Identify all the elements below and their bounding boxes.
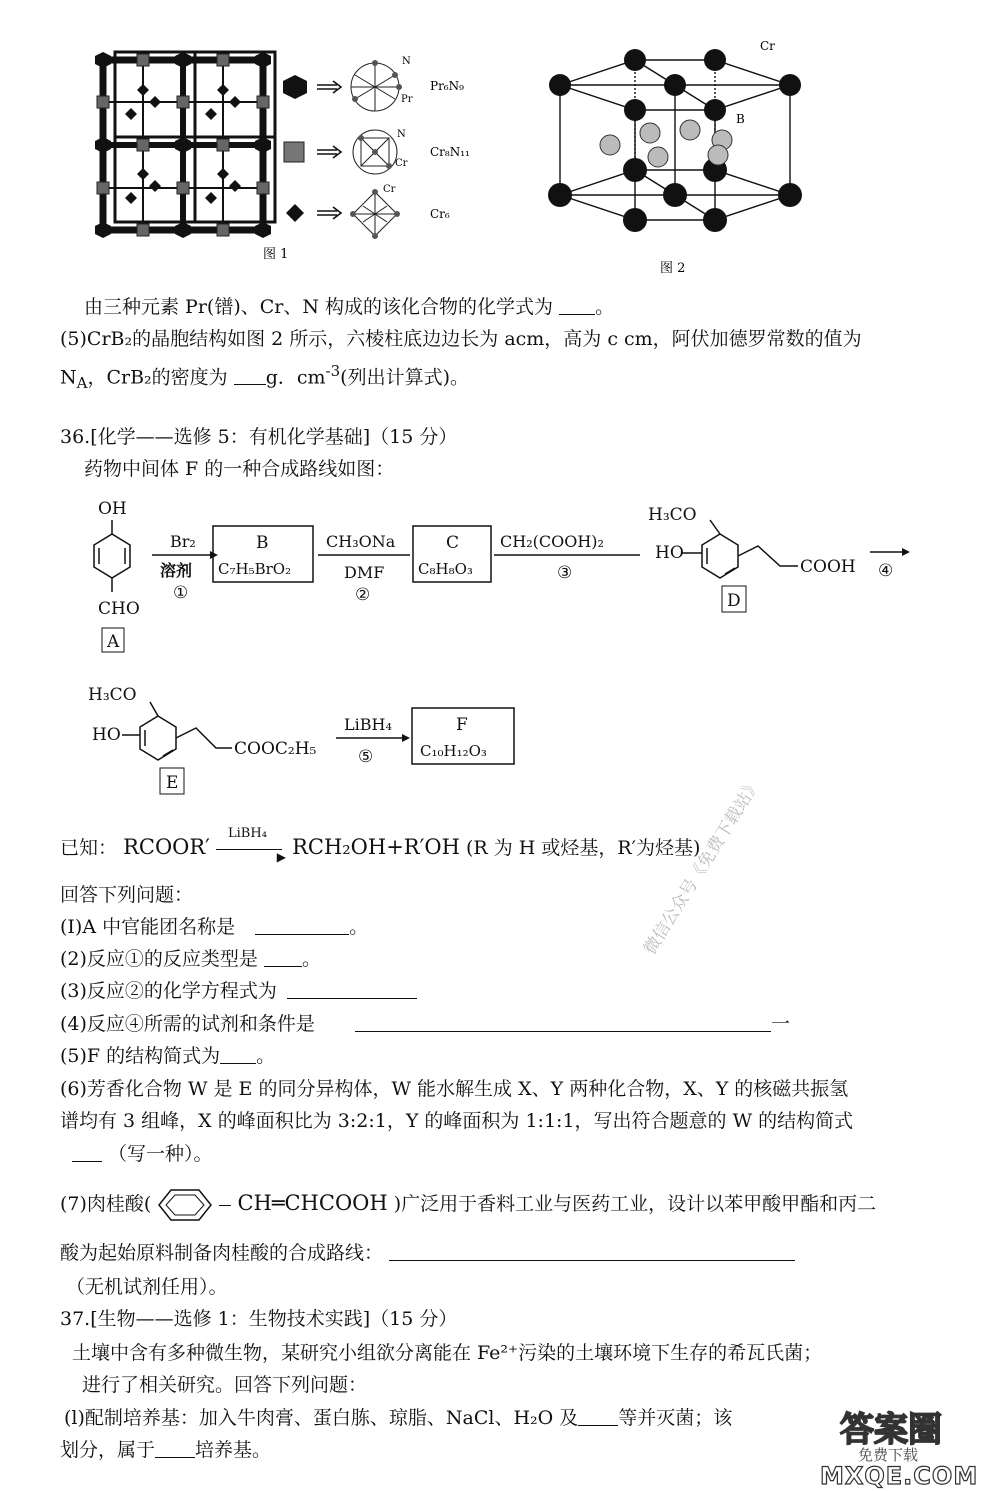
q36-part2 [60, 946, 321, 972]
watermark-text: 微信公众号《免费下载站》 [640, 774, 766, 959]
answer-blank[interactable] [255, 916, 349, 935]
figure-2-hexagonal-prism [540, 35, 820, 280]
answer-blank[interactable] [578, 1407, 618, 1426]
q37-line1: 土壤中含有多种微生物，某研究小组欲分离能在 Fe²⁺污染的土壤环境下生存的希瓦氏菌； [72, 1342, 823, 1364]
q37-line4-text: 划分，属于 [60, 1439, 156, 1461]
a-label: A [107, 632, 120, 652]
synthesis-scheme [80, 490, 940, 810]
fig1-formula-2: Cr₈N₁₁ [430, 145, 470, 159]
legend-arrows [317, 81, 341, 219]
fig1-formula-3: Cr₆ [430, 207, 450, 221]
f-formula: C₁₀H₁₂O₃ [420, 742, 487, 760]
fig1-atom-label: Cr [395, 158, 408, 169]
corner-logo [812, 1398, 992, 1488]
answer-blank[interactable] [559, 296, 595, 315]
q37-line3-end: 等并灭菌；该 [618, 1407, 733, 1429]
known-prefix: 已知： [60, 837, 118, 859]
fig2-caption: 图 2 [660, 261, 686, 276]
e-methoxy: H₃CO [88, 685, 137, 705]
b-name: B [256, 533, 269, 553]
known-reaction [60, 826, 701, 864]
e-label: E [166, 773, 179, 793]
q36-part1 [60, 914, 368, 940]
fig2-cr-label: Cr [760, 39, 775, 53]
e-structure [122, 702, 232, 760]
r1-number: ① [173, 583, 189, 603]
fig1-caption: 图 1 [263, 247, 289, 262]
r4-number: ④ [878, 561, 894, 581]
q36-part3 [60, 978, 417, 1004]
fig1-atom-label: N [402, 56, 411, 67]
cinnamic-acid-structure: CH═CHCOOH [237, 1191, 388, 1215]
answer-blank[interactable] [72, 1143, 102, 1162]
a-oh: OH [98, 499, 127, 519]
benzene-ring-icon [157, 1188, 213, 1222]
q35-part5-line2 [60, 358, 469, 396]
c-name: C [446, 533, 460, 553]
punct: 。 [301, 948, 321, 970]
na-text: N [60, 366, 77, 389]
r1-solvent: 溶剂 [160, 561, 193, 580]
known-reagent: LiBH₄ [228, 826, 267, 841]
known-reactant: RCOOR′ [123, 835, 210, 859]
density-text: ，CrB₂的密度为 [87, 366, 228, 389]
legend-diamond-icon [286, 204, 304, 222]
known-note: (R 为 H 或烃基，R′为烃基) [465, 837, 701, 859]
q37-line4-end: 培养基。 [195, 1439, 272, 1461]
b-formula: C₇H₅BrO₂ [218, 560, 292, 578]
e-ester: COOC₂H₅ [234, 739, 317, 759]
q3-text: (3)反应②的化学方程式为 [60, 980, 277, 1002]
answer-blank[interactable] [389, 1242, 795, 1261]
q5-text: (5)F 的结构简式为 [60, 1045, 221, 1067]
d-label: D [727, 591, 741, 611]
punct: 。 [256, 1045, 276, 1067]
q37-line4 [60, 1437, 271, 1463]
q36-part6-line2: 谱均有 3 组峰，X 的峰面积比为 3:2:1，Y 的峰面积为 1:1:1，写出符合题意的 W 的结构简式 [60, 1110, 854, 1132]
unit-text: g．cm [265, 366, 326, 389]
f-name: F [456, 715, 468, 735]
punct: 。 [349, 916, 369, 938]
answer-blank[interactable] [264, 948, 302, 967]
unit-note: (列出计算式)。 [340, 366, 469, 389]
logo-badge: 答案圈 [840, 1410, 942, 1450]
answer-blank[interactable] [234, 366, 266, 385]
logo-site: MXQE.COM [820, 1462, 979, 1490]
r5-reagent: LiBH₄ [344, 715, 392, 734]
fig1-atom-label: Pr [401, 94, 413, 105]
q4-text: (4)反应④所需的试剂和条件是 [60, 1013, 315, 1035]
d-ho: HO [655, 543, 684, 563]
trailing-mark: 一 [770, 1013, 790, 1035]
e-ho: HO [92, 725, 121, 745]
r3-number: ③ [557, 563, 573, 583]
q35-formula-text: 由三种元素 Pr(镨)、Cr、N 构成的该化合物的化学式为 [84, 296, 554, 318]
a-benzene-ring [94, 520, 130, 592]
fig1-formula-1: Pr₆N₉ [430, 79, 464, 93]
q36-heading: 36.[化学——选修 5：有机化学基础]（15 分） [60, 426, 458, 448]
q36-part5 [60, 1043, 275, 1069]
known-arrow: LiBH₄ ▶ [216, 839, 286, 859]
known-products: RCH₂OH+R′OH [292, 835, 460, 859]
c-formula: C₈H₈O₃ [418, 560, 473, 578]
na-sub: A [76, 374, 88, 393]
r3-reagent: CH₂(COOH)₂ [500, 532, 604, 551]
answer-blank[interactable] [355, 1013, 771, 1032]
d-acid: COOH [800, 557, 856, 577]
q37-heading: 37.[生物——选修 1：生物技术实践]（15 分） [60, 1308, 458, 1330]
r5-number: ⑤ [358, 747, 374, 767]
answer-prompt: 回答下列问题： [60, 884, 194, 906]
q36-part7-line3: （无机试剂任用）。 [66, 1276, 228, 1298]
q7-prefix: (7)肉桂酸( [60, 1193, 152, 1215]
q2-text: (2)反应①的反应类型是 [60, 948, 258, 970]
answer-blank[interactable] [220, 1045, 256, 1064]
q37-line3-text: (l)配制培养基：加入牛肉膏、蛋白胨、琼脂、NaCl、H₂O 及 [64, 1407, 579, 1429]
logo-sub: 免费下载 [858, 1446, 919, 1464]
q6-note: （写一种）。 [108, 1143, 213, 1165]
q7-suffix: )广泛用于香料工业与医药工业，设计以苯甲酸甲酯和丙二 [393, 1193, 877, 1215]
q36-part7-line1 [60, 1188, 876, 1222]
punct: 。 [595, 296, 615, 318]
answer-blank[interactable] [287, 980, 417, 999]
q37-line3 [64, 1405, 732, 1431]
unit-sup: -3 [325, 362, 341, 380]
q36-part6-line3 [72, 1141, 213, 1167]
answer-blank[interactable] [155, 1439, 195, 1458]
a-cho: CHO [98, 599, 140, 619]
r2-reagent: CH₃ONa [326, 532, 396, 551]
d-methoxy: H₃CO [648, 505, 697, 525]
r2-number: ② [355, 585, 371, 605]
q35-formula-question [84, 294, 614, 320]
q36-intro: 药物中间体 F 的一种合成路线如图： [84, 458, 395, 480]
q36-part4 [60, 1011, 790, 1037]
q36-part6-line1: (6)芳香化合物 W 是 E 的同分异构体，W 能水解生成 X、Y 两种化合物，X、Y 的核磁共振氢 [60, 1078, 849, 1100]
q35-part5-line1: (5)CrB₂的晶胞结构如图 2 所示，六棱柱底边边长为 acm，高为 c cm，阿伏加德罗常数的值为 [60, 328, 862, 350]
fig1-atom-label: Cr [383, 184, 396, 195]
prism-b-atoms [600, 120, 732, 167]
d-structure [682, 520, 798, 578]
legend-cube-icon [284, 142, 304, 162]
q1-text: (I)A 中官能团名称是 [60, 916, 236, 938]
r1-reagent: Br₂ [170, 532, 196, 551]
fig2-b-label: B [736, 112, 745, 126]
fig1-atom-label: N [397, 129, 406, 140]
legend-hexagon-icon [283, 75, 307, 99]
q36-part7-line2 [60, 1240, 795, 1266]
r2-solvent: DMF [344, 563, 385, 582]
q37-line2: 进行了相关研究。回答下列问题： [82, 1374, 368, 1396]
q7-route-text: 酸为起始原料制备肉桂酸的合成路线： [60, 1242, 384, 1264]
figure-1-crystal-structure [85, 40, 505, 265]
